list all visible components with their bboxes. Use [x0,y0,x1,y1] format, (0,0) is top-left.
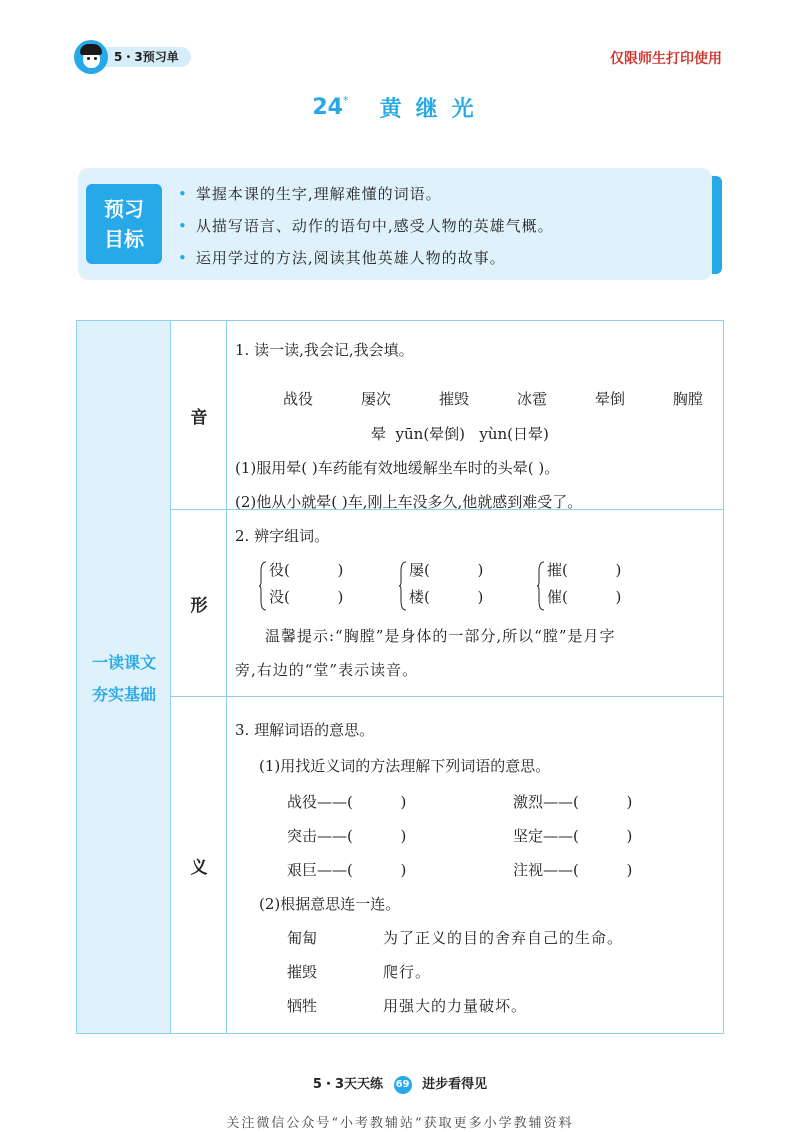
brace-icon [399,561,407,611]
question-1: 1. 读一读,我会记,我会填。 [235,341,414,359]
synonym-fill: 战役——( ) [287,793,407,811]
section-label [77,647,171,711]
lesson-mark: * [343,94,349,107]
match-meaning: 为了正义的目的舍弃自己的生命。 [383,929,624,947]
form-block [235,525,715,695]
fill-sentence-1: (1)服用晕( )车药能有效地缓解坐车时的头晕( )。 [235,459,560,477]
lesson-number: 24 [312,95,343,120]
fill-sentence-2: (2)他从小就晕( )车,刚上车没多久,他就感到难受了。 [235,493,583,511]
goals-edge-tab [712,176,722,274]
goal-item: • 掌握本课的生字,理解难懂的词语。 [178,178,554,210]
lesson-title: 黄继光 [379,97,488,122]
match-word: 摧毁 [287,963,318,981]
match-word: 匍匐 [287,929,318,947]
preview-goals-box [78,168,712,280]
tip-line-1: 温馨提示:“胸膛”是身体的一部分,所以“膛”是月字 [265,627,616,645]
page-number: 69 [394,1076,412,1094]
synonym-fill: 坚定——( ) [513,827,633,845]
pronunciation-block [235,339,715,509]
section-label-line2: 夯实基础 [91,685,156,704]
question-3: 3. 理解词语的意思。 [235,721,375,739]
match-meaning: 用强大的力量破坏。 [383,997,528,1015]
section-label-line1: 一读课文 [91,653,156,672]
word-item: 摧毁 [438,390,469,408]
brace-icon [259,561,267,611]
goals-label-line1: 预习 [104,197,144,221]
char-fill: 催( ) [547,588,622,606]
brace-icon [537,561,545,611]
watermark-note: 关注微信公众号“小考教辅站”获取更多小学教辅资料 [226,1116,574,1131]
word-item: 晕倒 [594,390,625,408]
char-fill: 摧( ) [547,561,622,579]
series-badge-label: 5・3预习单 [96,47,191,67]
exercise-table [76,320,724,1034]
word-item: 屡次 [360,390,391,408]
synonym-fill: 激烈——( ) [513,793,633,811]
category-xing: 形 [190,596,208,616]
meaning-block [235,719,715,1019]
match-word: 牺牲 [287,997,318,1015]
word-item: 冰雹 [516,390,547,408]
word-list [283,388,703,409]
footer-brand: 5・3天天练 [312,1077,383,1092]
synonym-fill: 艰巨——( ) [287,861,407,879]
char-fill: 没( ) [269,588,344,606]
tip-line-2: 旁,右边的“堂”表示读音。 [235,661,419,679]
print-notice: 仅限师生打印使用 [610,51,722,67]
category-yin: 音 [190,408,208,428]
goals-list [178,178,554,274]
footer-slogan: 进步看得见 [422,1077,488,1092]
section-column [77,321,171,1033]
match-meaning: 爬行。 [383,963,432,981]
sub-question-2: (2)根据意思连一连。 [259,895,401,913]
page-title [0,92,800,123]
goal-item: • 从描写语言、动作的语句中,感受人物的英雄气概。 [178,210,554,242]
synonym-fill: 突击——( ) [287,827,407,845]
pinyin-line: 晕 yūn(晕倒) yùn(日晕) [371,425,549,443]
char-fill: 屡( ) [409,561,484,579]
sub-question-1: (1)用找近义词的方法理解下列词语的意思。 [259,757,551,775]
word-item: 战役 [283,390,314,408]
mascot-icon [74,40,108,74]
char-fill: 役( ) [269,561,344,579]
goals-label-line2: 目标 [104,227,144,251]
page-footer [0,1073,800,1094]
row-divider [171,696,723,697]
synonym-fill: 注视——( ) [513,861,633,879]
char-fill: 楼( ) [409,588,484,606]
word-item: 胸膛 [672,390,703,408]
preview-goals-label [86,184,162,264]
goal-item: • 运用学过的方法,阅读其他英雄人物的故事。 [178,242,554,274]
question-2: 2. 辨字组词。 [235,527,330,545]
category-yi: 义 [190,858,208,878]
